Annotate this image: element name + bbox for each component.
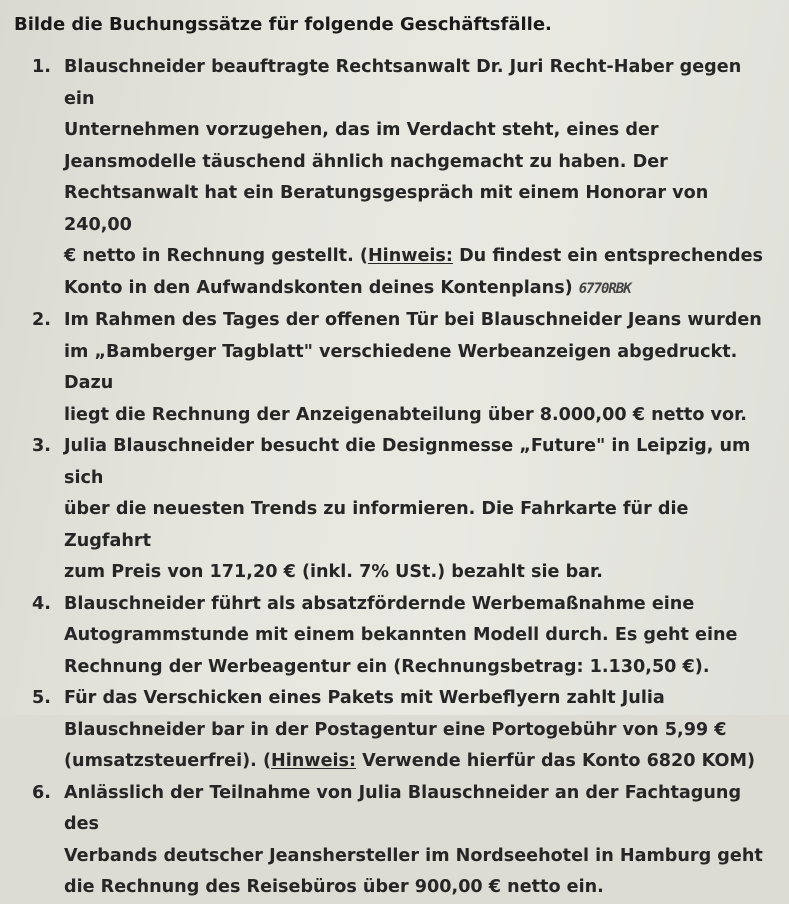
page-title: Bilde die Buchungssätze für folgende Geschäftsfälle. — [14, 14, 552, 35]
task-line: € netto in Rechnung gestellt. ( — [64, 246, 368, 266]
task-line: die Rechnung des Reisebüros über 900,00 € netto ein. — [64, 877, 604, 897]
task-line: Blauschneider führt als absatzfördernde Werbemaßnahme eine — [64, 593, 695, 614]
task-item-1 — [32, 52, 777, 305]
task-number: 1. — [32, 57, 51, 77]
hint-label: Hinweis: — [271, 751, 357, 771]
task-list — [32, 52, 777, 904]
task-line: Autogrammstunde mit einem bekannten Modell durch. Es geht eine — [64, 625, 738, 645]
task-line: im „Bamberger Tagblatt" verschiedene Werbeanzeigen abgedruckt. Dazu — [64, 341, 738, 393]
task-line: (umsatzsteuerfrei). ( — [64, 751, 272, 771]
task-number: 6. — [32, 782, 51, 803]
task-item-5 — [32, 683, 777, 778]
task-line: Unternehmen vorzugehen, das im Verdacht steht, eines der — [64, 120, 659, 140]
task-number: 4. — [32, 593, 51, 614]
task-line: Rechnung der Werbeagentur ein (Rechnungsbetrag: 1.130,50 €). — [64, 656, 710, 677]
handwritten-note: 6770RBK — [578, 280, 631, 297]
task-line: Blauschneider bar in der Postagentur eine Portogebühr von 5,99 € — [64, 719, 727, 740]
task-line: Jeansmodelle täuschend ähnlich nachgemacht zu haben. Der — [64, 151, 668, 172]
task-line: Im Rahmen des Tages der offenen Tür bei Blauschneider Jeans wurden — [64, 310, 762, 330]
task-line: Anlässlich der Teilnahme von Julia Blauschneider an der Fachtagung des — [64, 782, 742, 834]
task-item-4 — [32, 589, 777, 684]
task-line: Julia Blauschneider besucht die Designmesse „Future" in Leipzig, um sich — [64, 436, 751, 488]
task-line: zum Preis von 171,20 € (inkl. 7% USt.) bezahlt sie bar. — [64, 562, 603, 582]
task-line: Für das Verschicken eines Pakets mit Werbeflyern zahlt Julia — [64, 688, 665, 708]
task-number: 5. — [32, 688, 51, 708]
task-line: Verbands deutscher Jeanshersteller im Nordseehotel in Hamburg geht — [64, 845, 763, 866]
task-number: 2. — [32, 310, 51, 330]
hint-text: Du findest ein entsprechendes — [452, 246, 763, 266]
task-line: über die neuesten Trends zu informieren. Die Fahrkarte für die Zugfahrt — [64, 499, 689, 551]
task-line: liegt die Rechnung der Anzeigenabteilung über 8.000,00 € netto vor. — [64, 404, 747, 425]
task-number: 3. — [32, 436, 51, 456]
task-line: Verwende hierfür das Konto 6820 KOM) — [356, 751, 756, 771]
task-item-3 — [32, 431, 777, 589]
task-item-6 — [32, 778, 777, 904]
task-line: Blauschneider beauftragte Rechtsanwalt Dr. Juri Recht-Haber gegen ein — [64, 57, 742, 109]
task-line: Rechtsanwalt hat ein Beratungsgespräch mit einem Honorar von 240,00 — [64, 183, 709, 235]
task-line: Konto in den Aufwandskonten deines Kontenplans) — [64, 277, 573, 298]
hint-label: Hinweis: — [367, 246, 453, 266]
task-item-2 — [32, 305, 777, 431]
